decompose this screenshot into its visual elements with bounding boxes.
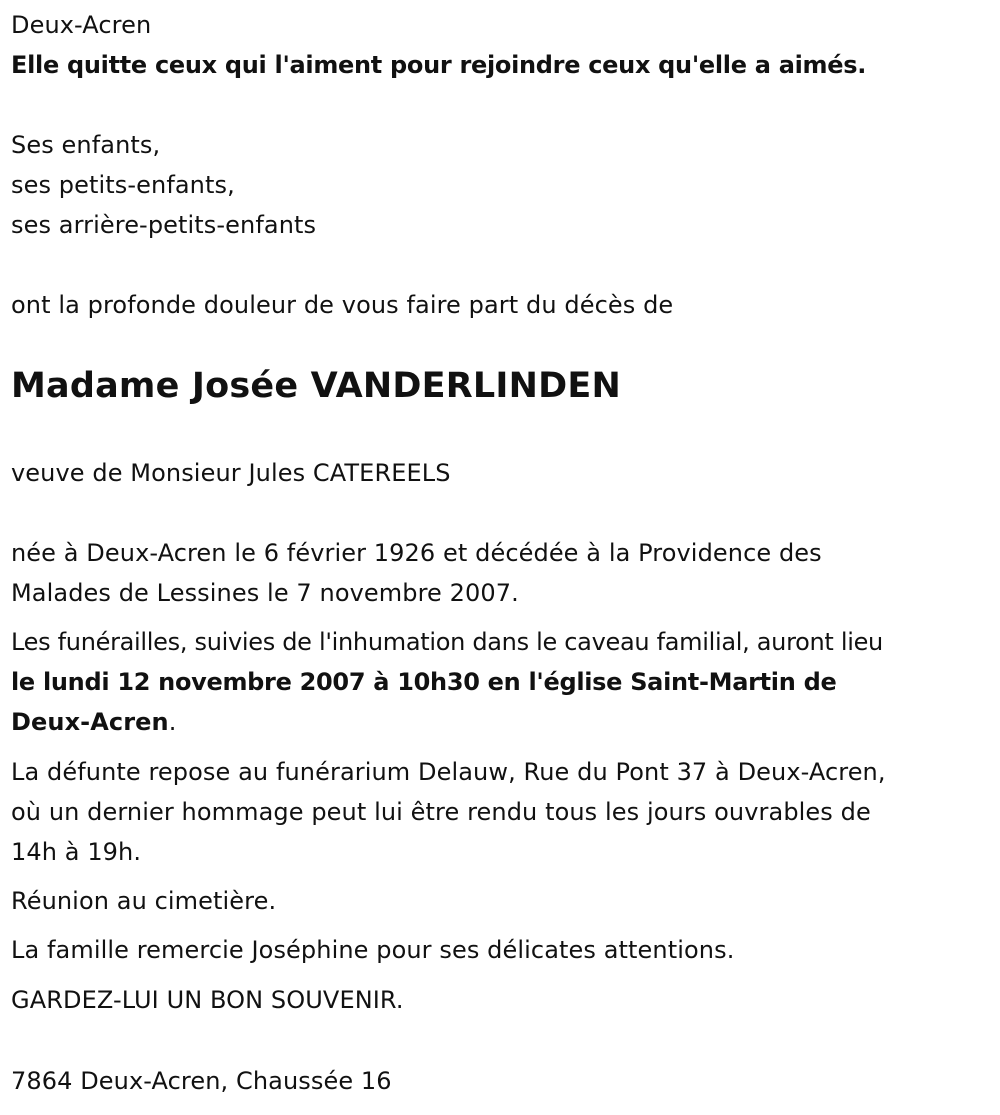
announcement: ont la profonde douleur de vous faire part du décès de: [11, 291, 674, 319]
address: 7864 Deux-Acren, Chaussée 16: [11, 1067, 392, 1095]
thanks-note: La famille remercie Joséphine pour ses délicates attentions.: [11, 936, 735, 964]
viewing-line: où un dernier hommage peut lui être rendu tous les jours ouvrables de: [11, 798, 871, 826]
cemetery-note: Réunion au cimetière.: [11, 887, 277, 915]
funeral-intro: Les funérailles, suivies de l'inhumation dans le caveau familial, auront lieu: [11, 628, 883, 656]
widow-of: veuve de Monsieur Jules CATEREELS: [11, 459, 451, 487]
funeral-place: Deux-Acren: [11, 708, 169, 736]
closing-note: GARDEZ-LUI UN BON SOUVENIR.: [11, 986, 404, 1014]
epitaph: Elle quitte ceux qui l'aiment pour rejoindre ceux qu'elle a aimés.: [11, 51, 867, 79]
funeral-location: [11, 707, 176, 737]
birth-death-line: Malades de Lessines le 7 novembre 2007.: [11, 579, 519, 607]
birth-death-line: née à Deux-Acren le 6 février 1926 et décédée à la Providence des: [11, 539, 822, 567]
funeral-details: le lundi 12 novembre 2007 à 10h30 en l'église Saint-Martin de: [11, 668, 837, 696]
deceased-name: Madame Josée VANDERLINDEN: [11, 366, 621, 406]
viewing-line: La défunte repose au funérarium Delauw, Rue du Pont 37 à Deux-Acren,: [11, 758, 886, 786]
family-line: ses arrière-petits-enfants: [11, 211, 317, 239]
family-line: Ses enfants,: [11, 131, 161, 159]
family-line: ses petits-enfants,: [11, 171, 235, 199]
locality-header: Deux-Acren: [11, 11, 152, 39]
funeral-period: .: [168, 708, 177, 736]
viewing-line: 14h à 19h.: [11, 838, 142, 866]
